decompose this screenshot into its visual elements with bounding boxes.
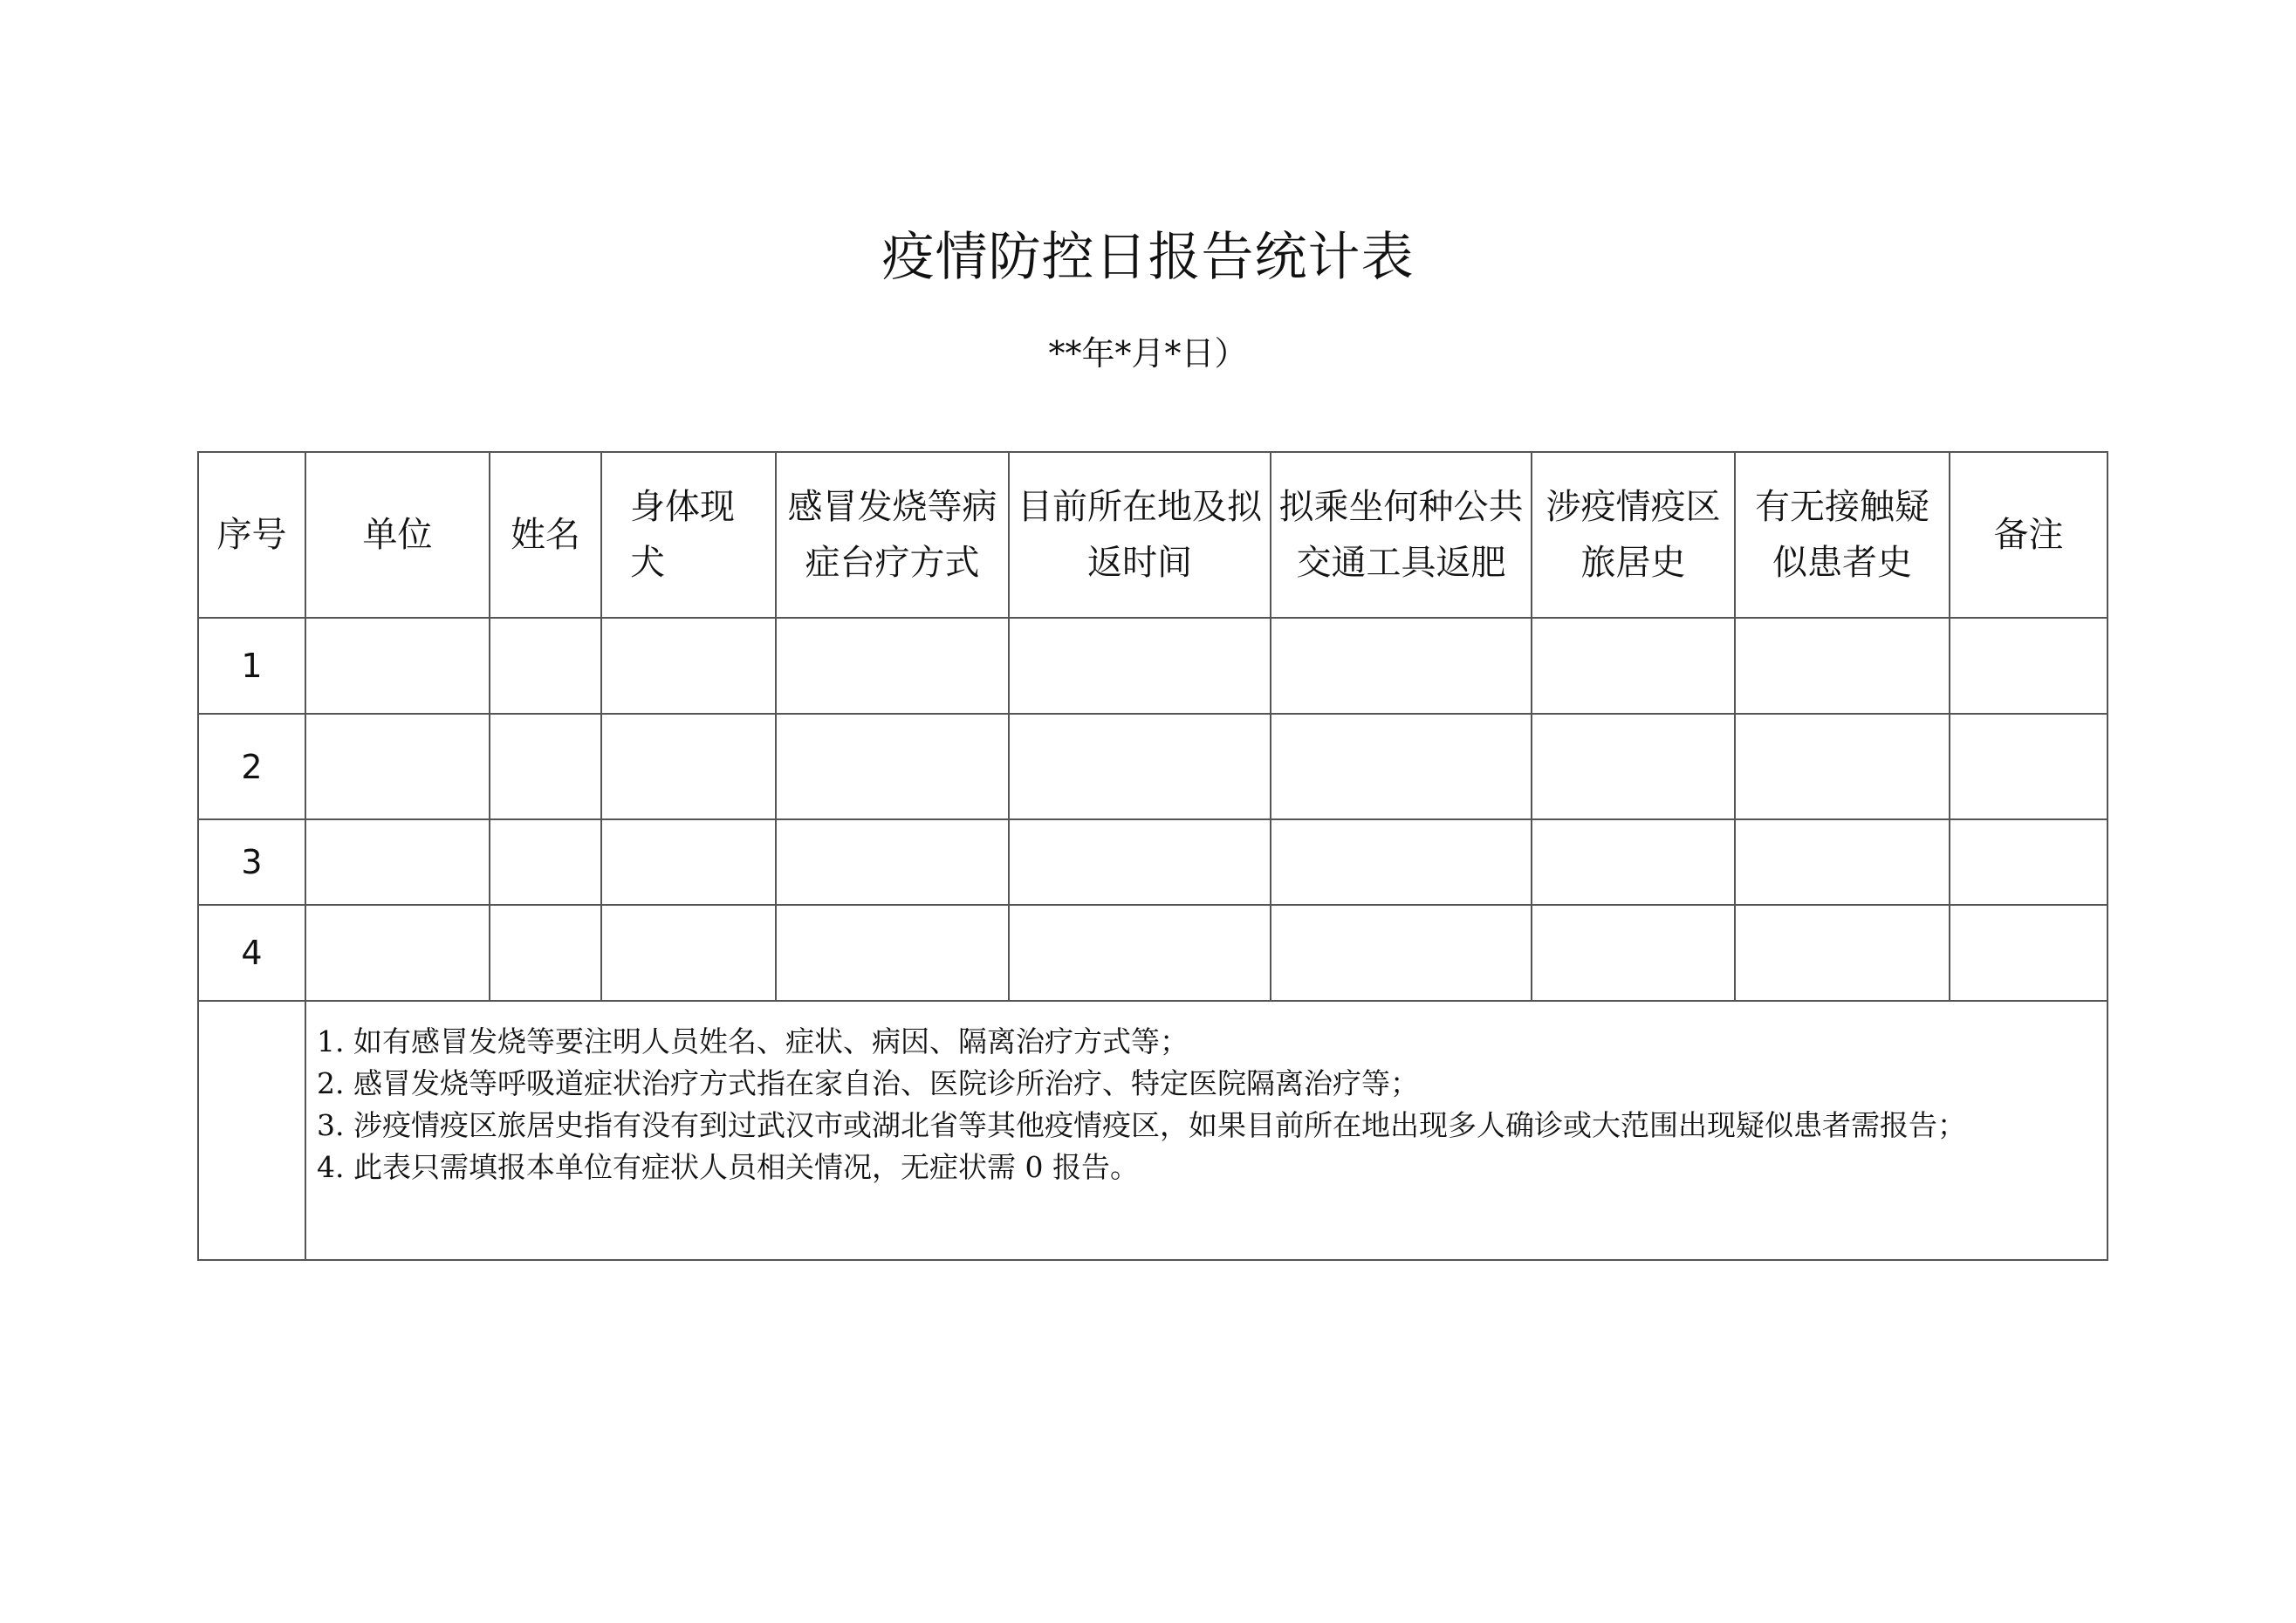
note-line-3: 3. 涉疫情疫区旅居史指有没有到过武汉市或湖北省等其他疫情疫区，如果目前所在地出现多人确诊或大范围出现疑似患者需报告； [317,1108,1966,1142]
table-cell[interactable] [1271,819,1532,905]
table-cell[interactable] [1271,714,1532,819]
header-cell-remarks: 备注 [1950,452,2108,618]
table-cell[interactable] [1735,905,1950,1001]
table-row [198,618,2108,714]
table-cell[interactable] [1735,714,1950,819]
table-cell[interactable] [776,905,1009,1001]
header-cell-contact-history: 有无接触疑似患者史 [1735,452,1950,618]
header-cell-current-location: 目前所在地及拟返时间 [1009,452,1271,618]
table-cell[interactable] [776,819,1009,905]
table-cell[interactable] [1532,714,1735,819]
row-number: 2 [198,714,305,819]
report-date: **年*月*日） [1048,334,1248,373]
table-cell[interactable] [601,819,776,905]
header-cell-name: 姓名 [490,452,601,618]
table-cell[interactable] [490,819,601,905]
page-title: 疫情防控日报告统计表 [881,227,1415,288]
table-cell[interactable] [1950,618,2108,714]
table-cell[interactable] [1271,905,1532,1001]
table-cell[interactable] [1271,618,1532,714]
table-cell[interactable] [1532,819,1735,905]
table-cell[interactable] [490,905,601,1001]
table-header-row [198,452,2108,618]
table-cell[interactable] [1009,905,1271,1001]
table-cell[interactable] [305,618,490,714]
table-cell[interactable] [305,819,490,905]
notes-cell [305,1001,2108,1260]
header-cell-unit: 单位 [305,452,490,618]
table-cell[interactable] [1950,905,2108,1001]
header-cell-physical-condition: 身体现犬 [601,452,776,618]
header-cell-transport: 拟乘坐何种公共交通工具返肥 [1271,452,1532,618]
table-row [198,819,2108,905]
note-line-2: 2. 感冒发烧等呼吸道症状治疗方式指在家自治、医院诊所治疗、特定医院隔离治疗等； [317,1066,1419,1100]
header-cell-treatment-method: 感冒发烧等病症台疗方式 [776,452,1009,618]
table-cell[interactable] [490,714,601,819]
note-line-4: 4. 此表只需填报本单位有症状人员相关情况，无症状需 0 报告。 [317,1150,1139,1184]
row-number: 4 [198,905,305,1001]
table-cell[interactable] [490,618,601,714]
table-cell[interactable] [1009,618,1271,714]
table-cell[interactable] [1532,905,1735,1001]
table-row [198,714,2108,819]
table-cell[interactable] [305,905,490,1001]
notes-label-cell [198,1001,305,1260]
table-cell[interactable] [1532,618,1735,714]
table-cell[interactable] [1950,819,2108,905]
table-cell[interactable] [601,618,776,714]
table-cell[interactable] [776,714,1009,819]
table-row [198,905,2108,1001]
table-cell[interactable] [776,618,1009,714]
header-cell-serial: 序号 [198,452,305,618]
note-line-1: 1. 如有感冒发烧等要注明人员姓名、症状、病因、隔离治疗方式等； [317,1024,1189,1058]
table-cell[interactable] [1009,819,1271,905]
table-cell[interactable] [1950,714,2108,819]
row-number: 1 [198,618,305,714]
table-cell[interactable] [1009,714,1271,819]
row-number: 3 [198,819,305,905]
table-cell[interactable] [601,905,776,1001]
table-cell[interactable] [601,714,776,819]
table-cell[interactable] [1735,618,1950,714]
table-cell[interactable] [305,714,490,819]
report-table [197,451,2108,1261]
notes-row [198,1001,2108,1260]
header-cell-epidemic-travel: 涉疫情疫区旅居史 [1532,452,1735,618]
table-cell[interactable] [1735,819,1950,905]
